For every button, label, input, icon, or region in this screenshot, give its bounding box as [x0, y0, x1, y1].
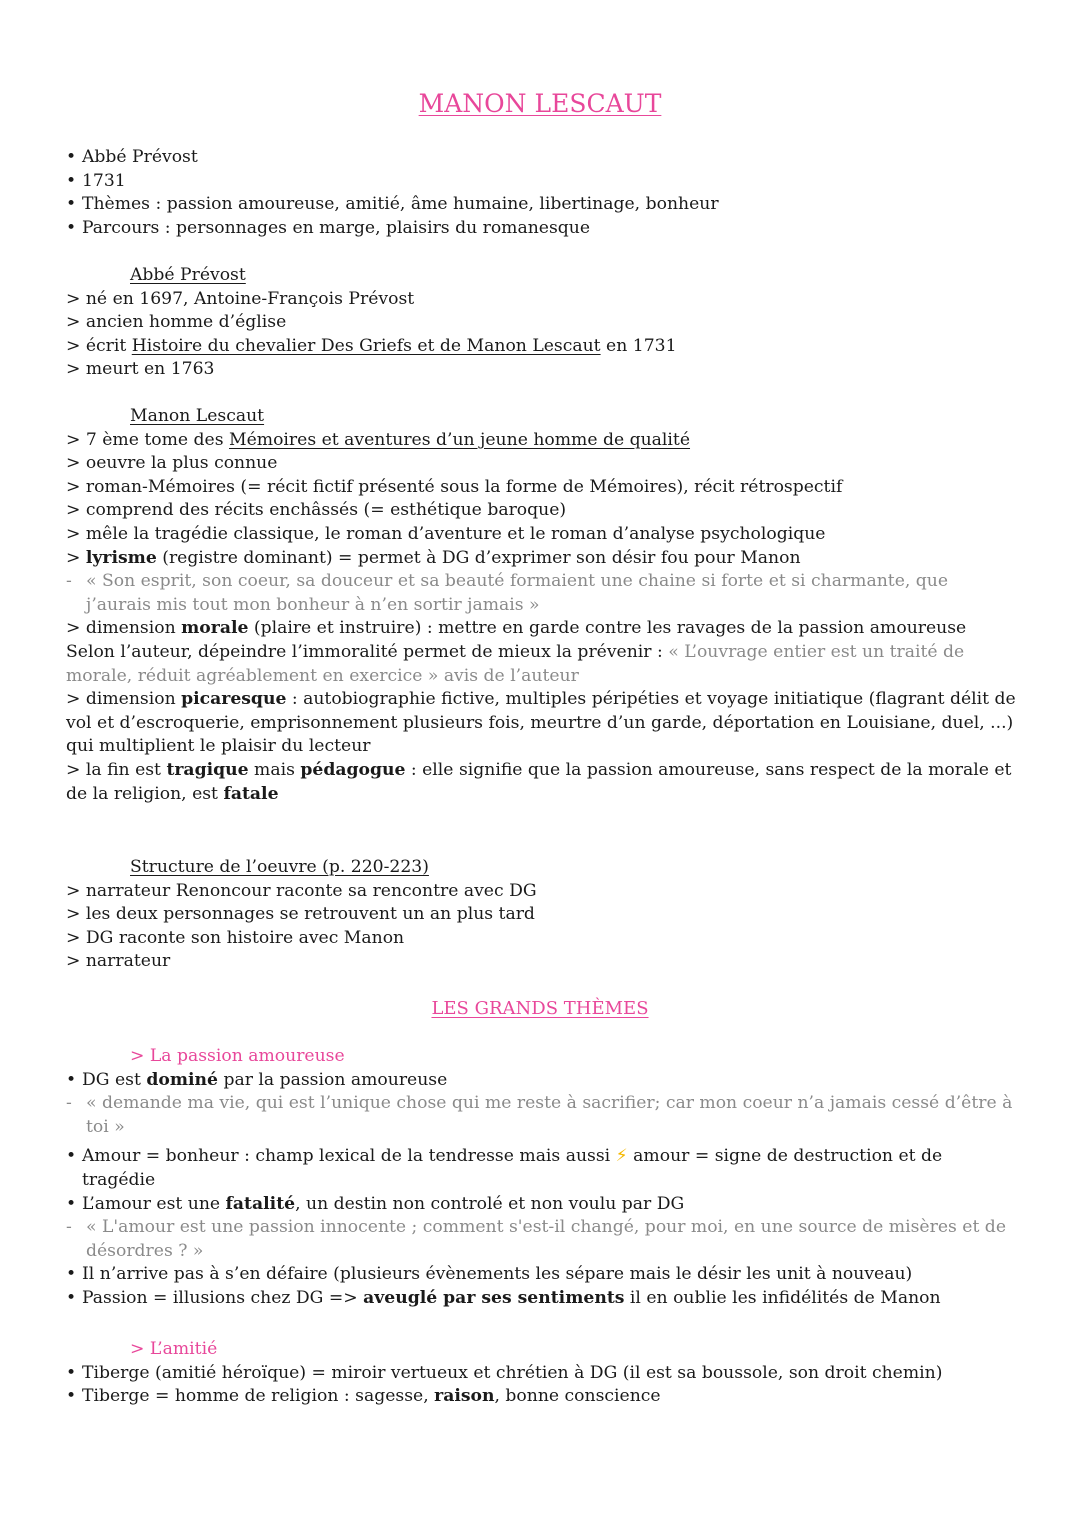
novel-section [66, 405, 1016, 806]
bullet-icon: • [66, 1362, 77, 1383]
list-item: > roman-Mémoires (= récit fictif présenté sous la forme de Mémoires), récit rétrospectif [66, 476, 843, 497]
list-item: • Tiberge = homme de religion : sagesse, raison, bonne conscience [66, 1385, 1016, 1409]
list-item: > dimension morale (plaire et instruire) : mettre en garde contre les ravages de la passion amoureuse [66, 618, 967, 639]
quote: « L’ouvrage entier est un traité de morale, réduit agréablement en exercice » avis de l’auteur [66, 641, 965, 686]
author-section [66, 264, 1016, 382]
list-item: > narrateur Renoncour raconte sa rencontre avec DG [66, 880, 537, 901]
bullet-icon: • [66, 170, 77, 191]
list-item: > mêle la tragédie classique, le roman d’aventure et le roman d’analyse psychologique [66, 523, 826, 544]
bullet-icon: • [66, 194, 77, 215]
list-item: > écrit Histoire du chevalier Des Griefs et de Manon Lescaut en 1731 [66, 335, 677, 356]
book-title: Mémoires et aventures d’un jeune homme de qualité [229, 429, 691, 450]
paragraph: Selon l’auteur, dépeindre l’immoralité permet de mieux la prévenir : « L’ouvrage entier est un traité de morale, réduit agréablement en exercice » avis de l’auteur [66, 641, 965, 686]
list-item: • DG est dominé par la passion amoureuse [66, 1069, 1016, 1093]
dash-icon: - [66, 571, 72, 592]
list-item: > narrateur [66, 951, 171, 972]
dash-icon: - [66, 1093, 72, 1114]
bullet-icon: • [66, 1069, 77, 1090]
list-item: > dimension picaresque : autobiographie fictive, multiples péripéties et voyage initiatique (flagrant délit de vol et d’escroquerie, emprisonnement plusieurs fois, meurtre d’un garde, déportation en Louisiane, duel, ...) qui multiplient le plaisir du lecteur [66, 689, 1016, 757]
list-item: • Abbé Prévost [66, 146, 1016, 170]
intro-list [66, 146, 1016, 240]
structure-section [66, 856, 1016, 974]
themes-title: LES GRANDS THÈMES [431, 998, 649, 1019]
list-item: > lyrisme (registre dominant) = permet à DG d’exprimer son désir fou pour Manon [66, 547, 801, 568]
bullet-icon: • [66, 147, 77, 167]
structure-heading: Structure de l’oeuvre (p. 220-223) [130, 857, 429, 877]
quote: - « demande ma vie, qui est l’unique chose qui me reste à sacrifier; car mon coeur n’a jamais cessé d’être à toi » [66, 1093, 1013, 1137]
list-item: • Tiberge (amitié héroïque) = miroir vertueux et chrétien à DG (il est sa boussole, son droit chemin) [66, 1362, 1016, 1386]
list-item: • L’amour est une fatalité, un destin non controlé et non voulu par DG [66, 1193, 1016, 1217]
bullet-icon: • [66, 1193, 77, 1214]
bullet-icon: • [66, 217, 77, 238]
passion-heading: > La passion amoureuse [130, 1046, 345, 1066]
book-title: Histoire du chevalier Des Griefs et de Manon Lescaut [131, 335, 601, 356]
lightning-icon: ⚡ [615, 1146, 628, 1167]
list-item: • Parcours : personnages en marge, plaisirs du romanesque [66, 217, 1016, 241]
list-item: > né en 1697, Antoine-François Prévost [66, 288, 415, 309]
page-title: MANON LESCAUT [418, 89, 662, 118]
quote: - « Son esprit, son coeur, sa douceur et sa beauté formaient une chaine si forte et si charmante, que j’aurais mis tout mon bonheur à n’en sortir jamais » [66, 571, 949, 615]
list-item: > oeuvre la plus connue [66, 453, 278, 474]
list-item: > meurt en 1763 [66, 359, 215, 380]
friendship-section [66, 1338, 1016, 1409]
list-item: • Passion = illusions chez DG => aveuglé par ses sentiments il en oublie les infidélités de Manon [66, 1287, 1016, 1311]
list-item: > DG raconte son histoire avec Manon [66, 927, 405, 948]
bullet-icon: • [66, 1386, 77, 1407]
list-item: • Amour = bonheur : champ lexical de la tendresse mais aussi ⚡ amour = signe de destruction et de tragédie [66, 1146, 943, 1190]
dash-icon: - [66, 1217, 72, 1238]
list-item: • Thèmes : passion amoureuse, amitié, âme humaine, libertinage, bonheur [66, 193, 1016, 217]
bullet-icon: • [66, 1287, 77, 1308]
list-item: > 7 ème tome des Mémoires et aventures d’un jeune homme de qualité [66, 429, 691, 450]
friendship-heading: > L’amitié [130, 1339, 218, 1359]
bullet-icon: • [66, 1146, 77, 1167]
list-item: • Il n’arrive pas à s’en défaire (plusieurs évènements les sépare mais le désir les unit à nouveau) [66, 1263, 1016, 1287]
author-heading: Abbé Prévost [130, 265, 246, 285]
list-item: • 1731 [66, 170, 1016, 194]
quote: - « L'amour est une passion innocente ; comment s'est-il changé, pour moi, en une source de misères et de désordres ? » [66, 1217, 1006, 1261]
passion-section [66, 1045, 1016, 1311]
novel-heading: Manon Lescaut [130, 406, 265, 426]
list-item: > les deux personnages se retrouvent un an plus tard [66, 904, 535, 925]
bullet-icon: • [66, 1264, 77, 1285]
list-item: > comprend des récits enchâssés (= esthétique baroque) [66, 500, 567, 521]
list-item: > ancien homme d’église [66, 312, 287, 333]
list-item: > la fin est tragique mais pédagogue : elle signifie que la passion amoureuse, sans respect de la morale et de la religion, est fatale [66, 759, 1012, 804]
